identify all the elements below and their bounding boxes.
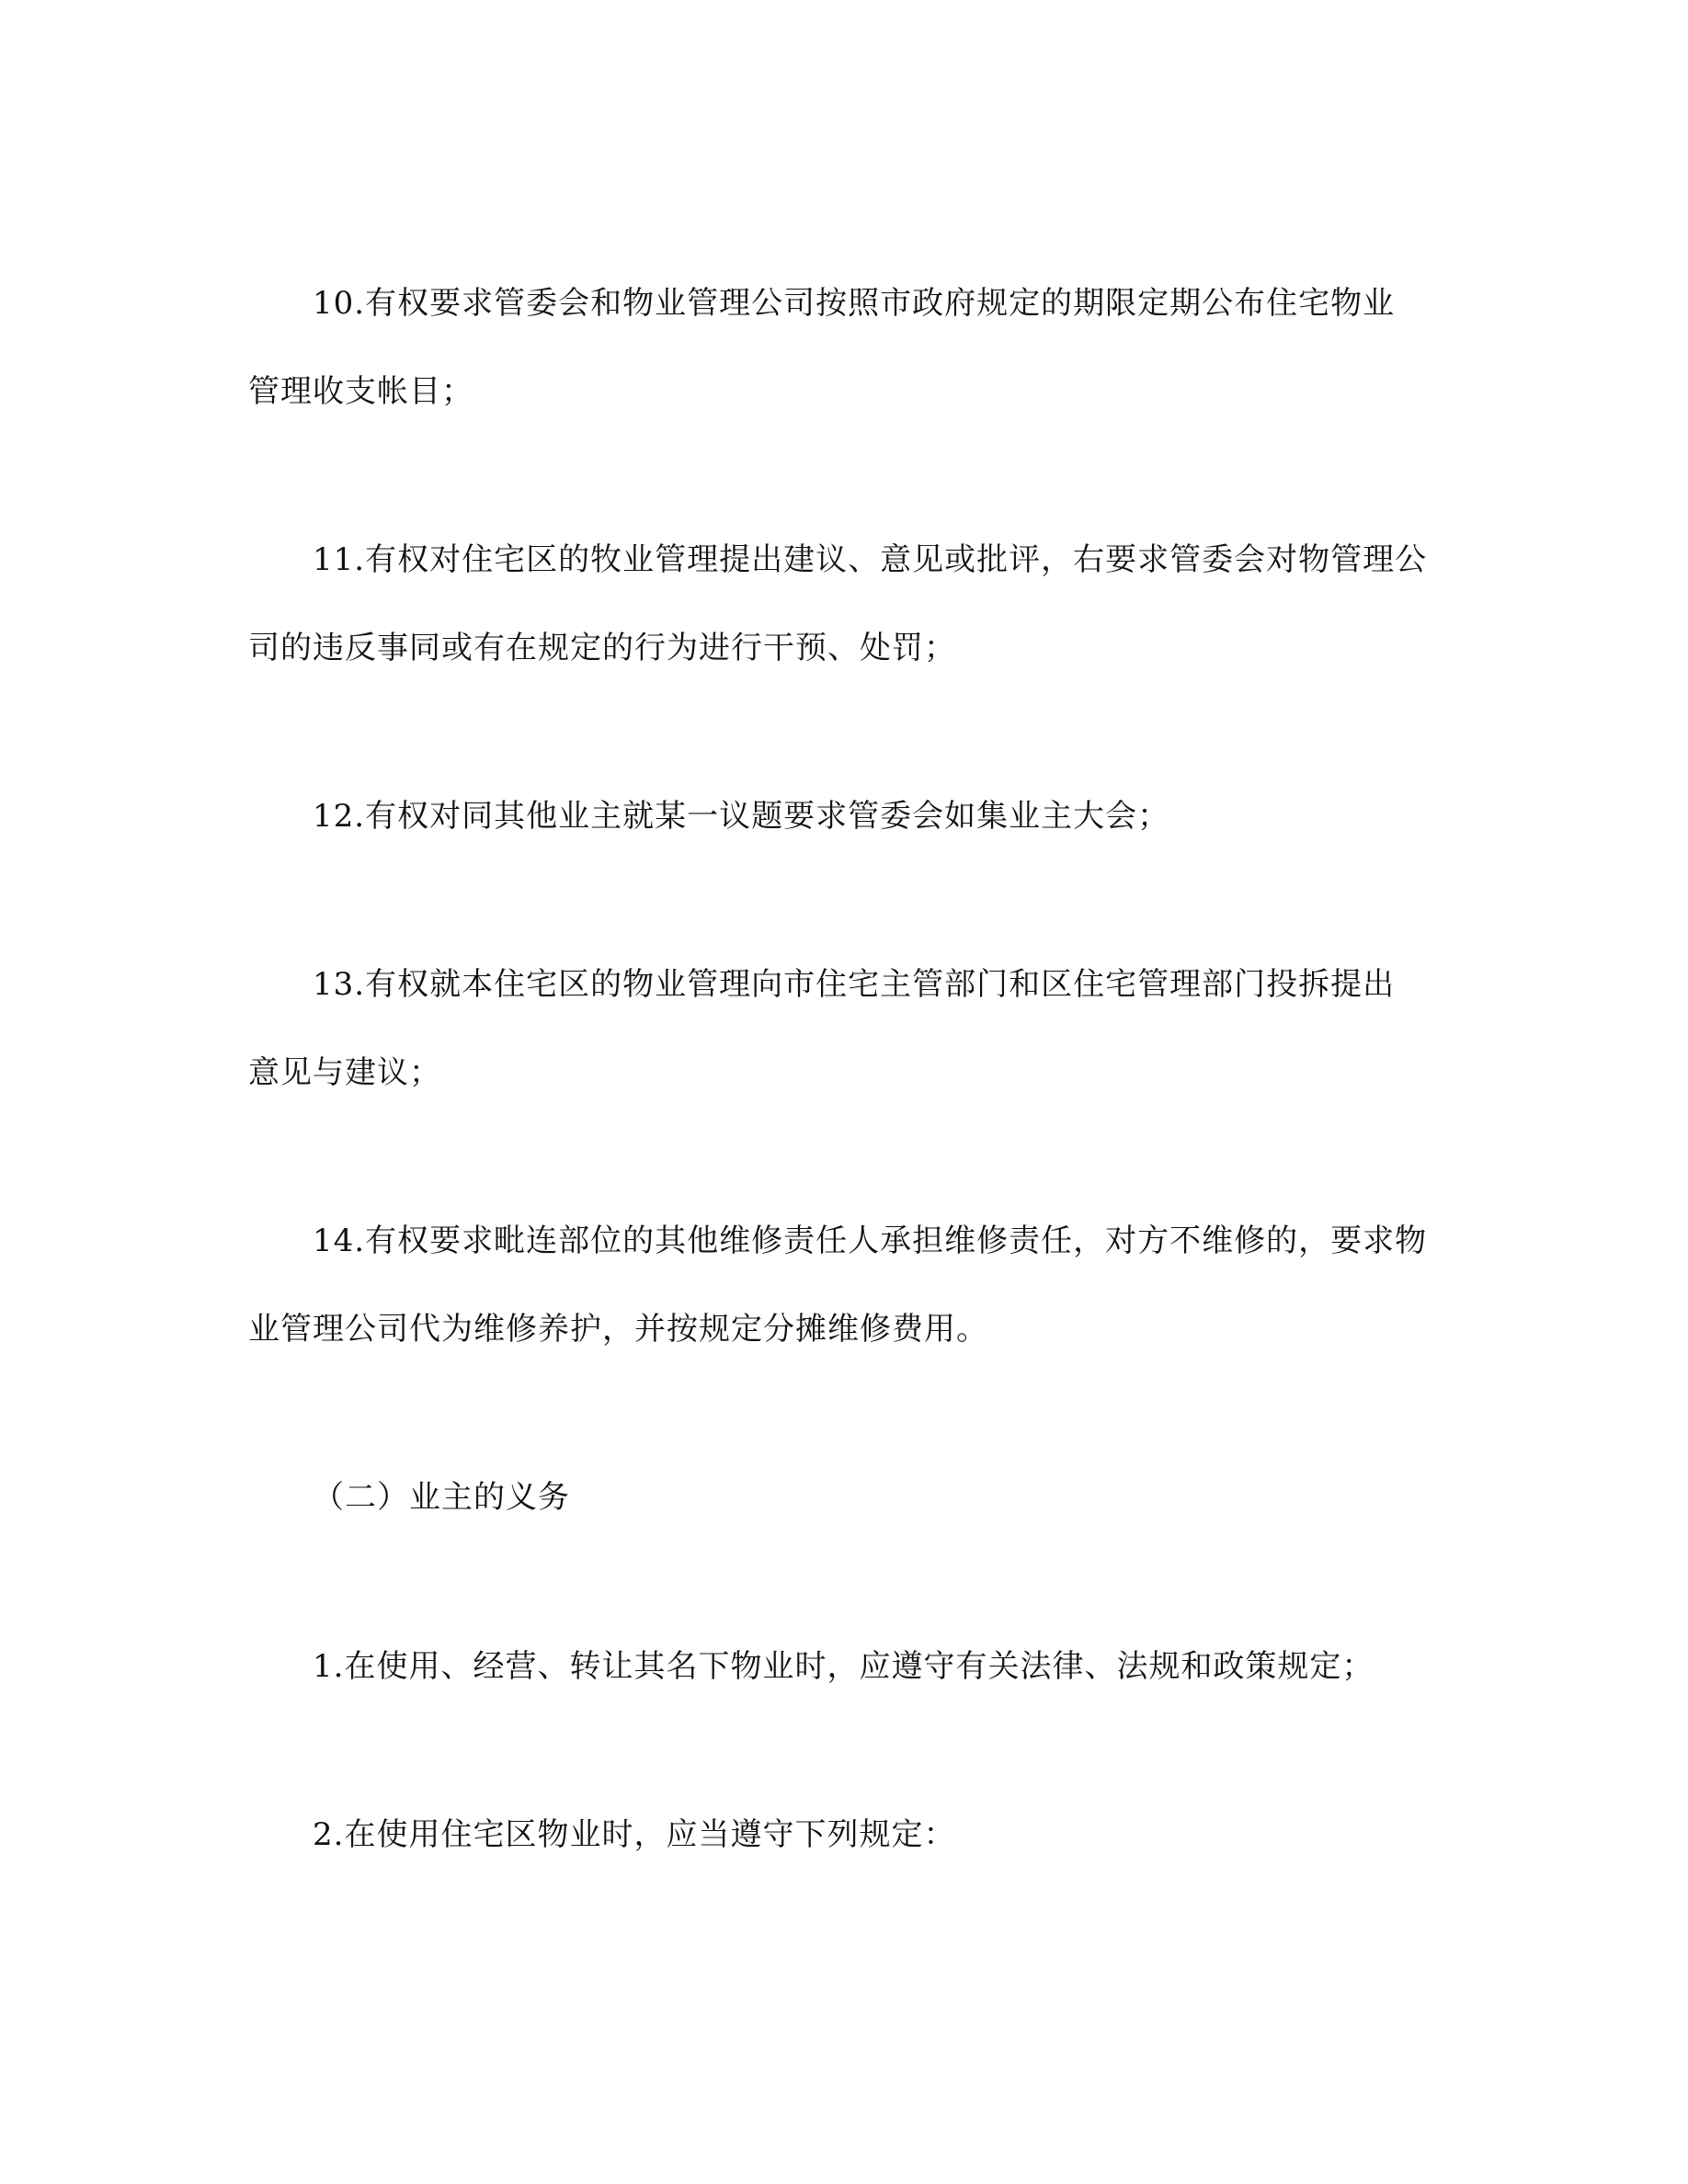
section-heading: （二）业主的义务 xyxy=(313,1479,570,1516)
paragraph-line: 2.在使用住宅区物业时，应当遵守下列规定： xyxy=(313,1816,956,1853)
paragraph-line: 司的违反事同或有在规定的行为进行干预、处罚； xyxy=(248,630,956,666)
paragraph-line: 1.在使用、经营、转让其名下物业时，应遵守有关法律、法规和政策规定； xyxy=(313,1648,1374,1685)
paragraph-line: 12.有权对同其他业主就某一议题要求管委会如集业主大会； xyxy=(313,798,1170,835)
paragraph-line: 10.有权要求管委会和物业管理公司按照市政府规定的期限定期公布住宅物业 xyxy=(313,285,1396,322)
paragraph-line: 管理收支帐目； xyxy=(248,373,473,410)
paragraph-line: 11.有权对住宅区的牧业管理提出建议、意见或批评，右要求管委会对物管理公 xyxy=(313,541,1428,578)
paragraph-line: 13.有权就本住宅区的物业管理向市住宅主管部门和区住宅管理部门投拆提出 xyxy=(313,966,1396,1003)
paragraph-line: 意见与建议； xyxy=(248,1054,441,1091)
paragraph-line: 业管理公司代为维修养护，并按规定分摊维修费用。 xyxy=(248,1311,988,1348)
paragraph-line: 14.有权要求毗连部位的其他维修责任人承担维修责任，对方不维修的，要求物 xyxy=(313,1223,1428,1259)
